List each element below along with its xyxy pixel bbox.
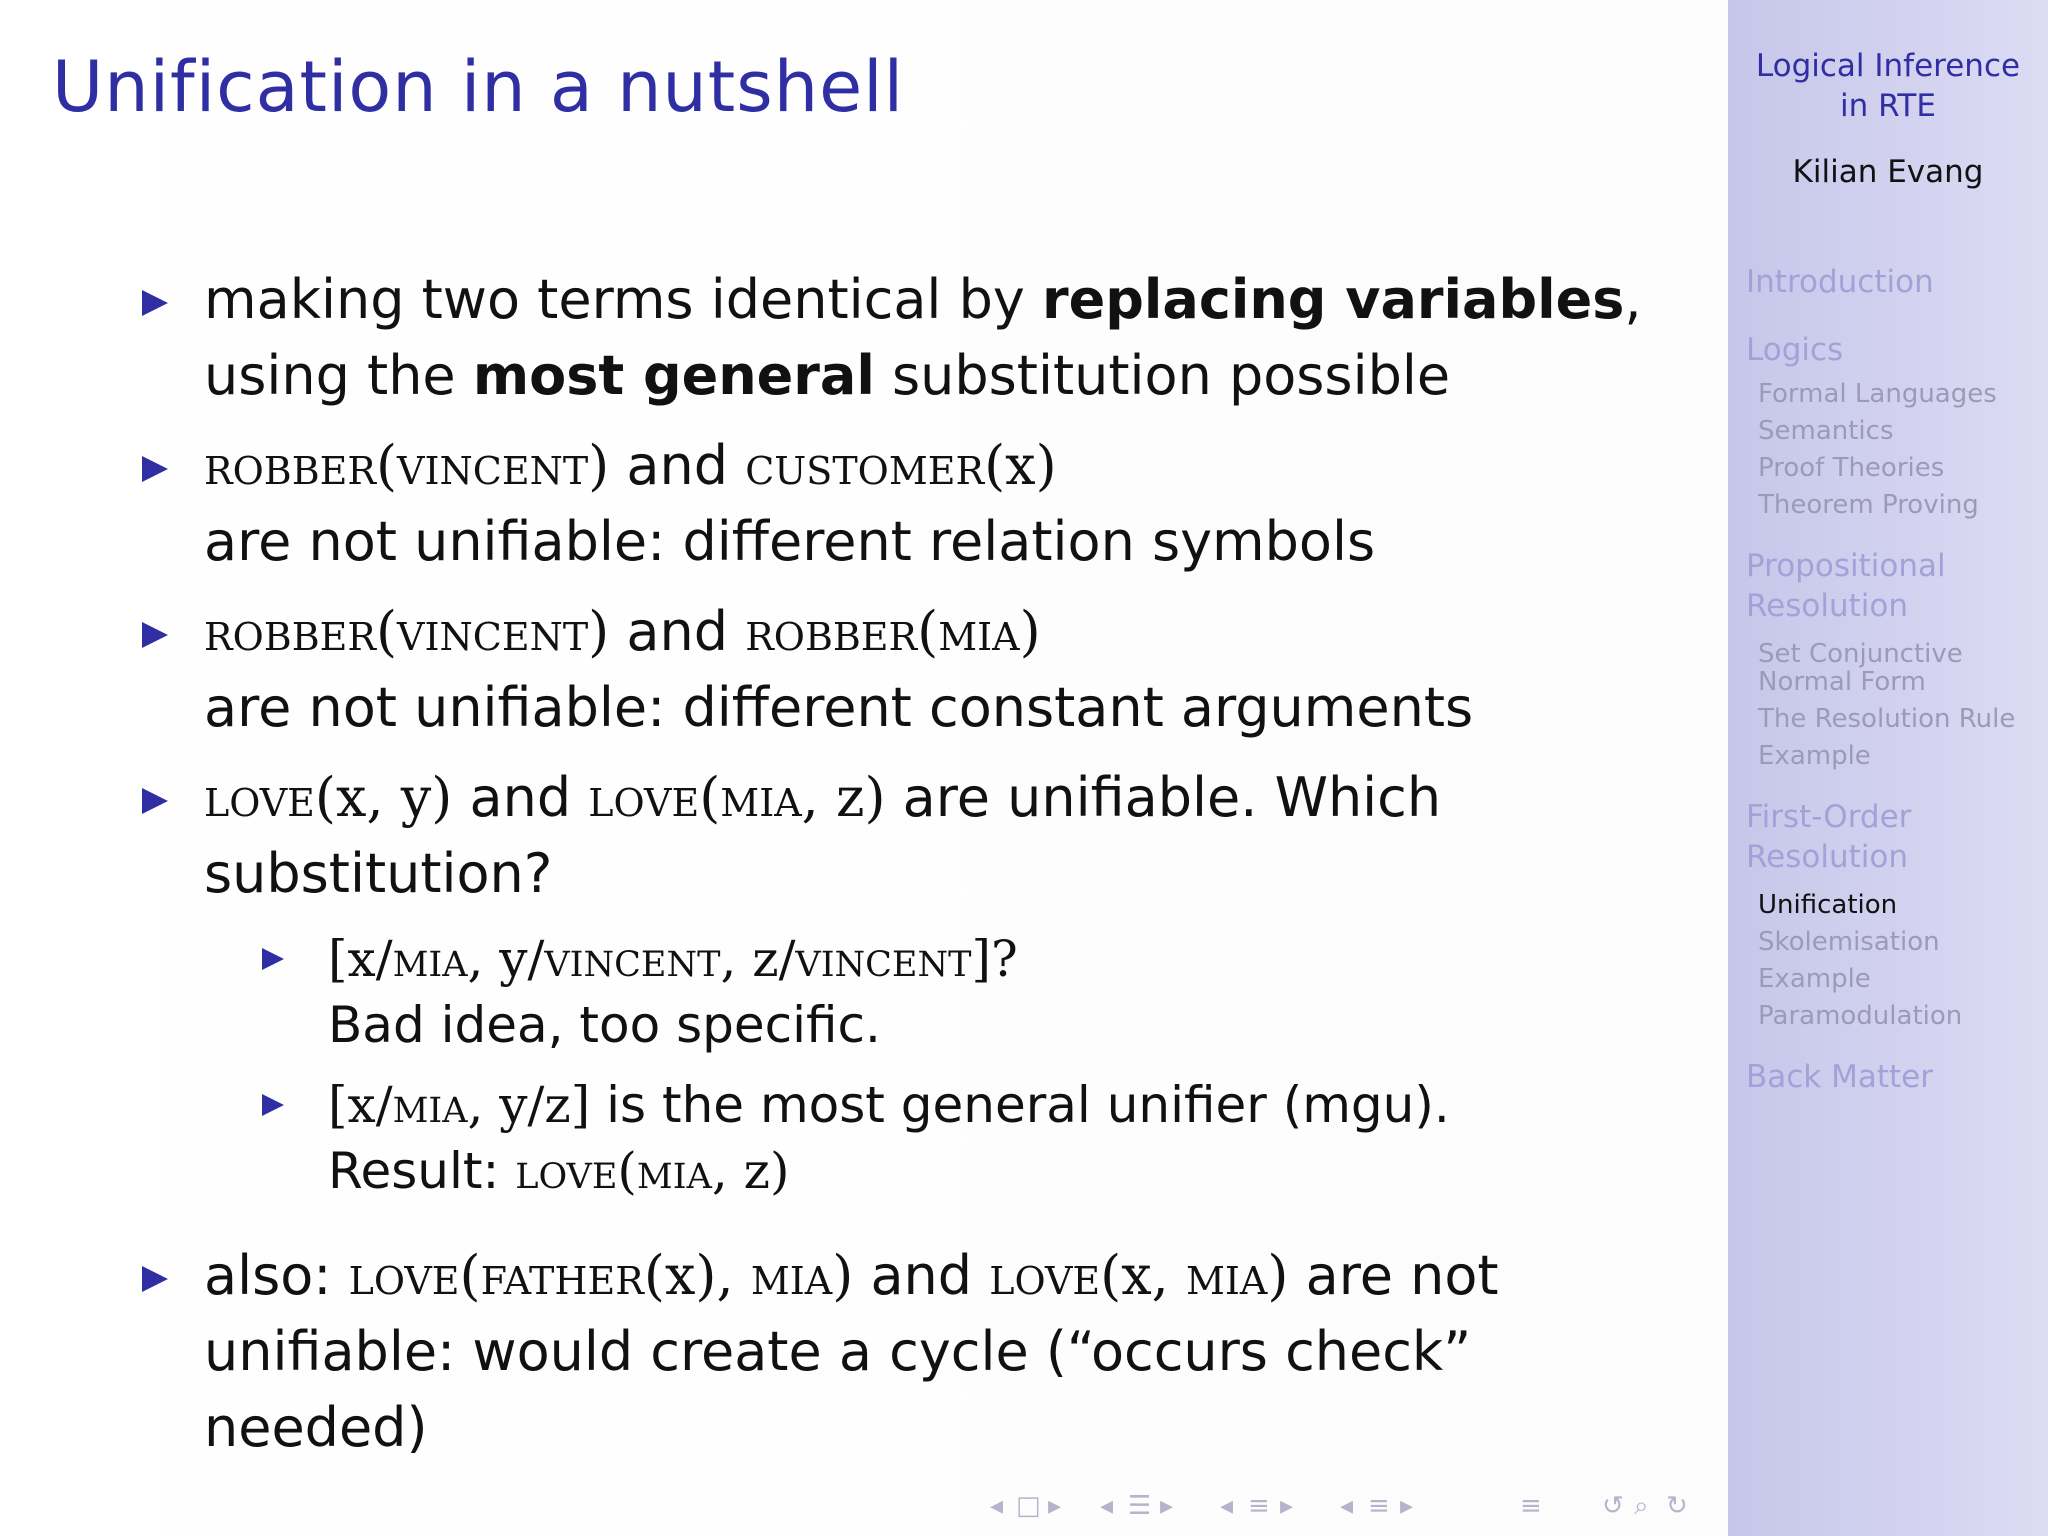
bullet-triangle-icon — [142, 456, 168, 482]
sidebar-section-back-matter[interactable]: Back Matter — [1746, 1059, 1933, 1095]
appendix-icon[interactable]: ≡ — [1520, 1491, 1542, 1521]
bullet-triangle-icon — [142, 622, 168, 648]
sidebar-item-proof-theories[interactable]: Proof Theories — [1758, 453, 1945, 483]
nav-prev-subsection-arrow-icon[interactable]: ◂ — [1100, 1491, 1114, 1521]
nav-next-doc-arrow-icon[interactable]: ▸ — [1400, 1491, 1414, 1521]
redo-icon[interactable]: ↻ — [1666, 1491, 1688, 1521]
nav-next-frame-arrow-icon[interactable]: ▸ — [1048, 1491, 1062, 1521]
presentation-title[interactable]: Logical Inference in RTE — [1755, 48, 2021, 124]
list-item: robber(vincent) and customer(x) are not unifiable: different relation symbols — [138, 428, 1698, 580]
slide-title: Unification in a nutshell — [52, 46, 905, 128]
bullet-triangle-icon — [262, 1094, 284, 1116]
sidebar-item-example-prop[interactable]: Example — [1758, 741, 1871, 771]
list-item: love(x, y) and love(mia, z) are unifiable. Which substitution? [x/mia, y/vincent, z/vincent]? Bad idea, too specific. [x/mia, y/z] is the most general unifier (mgu). Result: love(mia, z) — [138, 760, 1698, 1204]
bullet-triangle-icon — [262, 948, 284, 970]
sidebar-navigation — [1746, 262, 2046, 1107]
nav-prev-frame-arrow-icon[interactable]: ◂ — [990, 1491, 1004, 1521]
sidebar-item-semantics[interactable]: Semantics — [1758, 416, 1894, 446]
sidebar-section-first-order-resolution[interactable]: First-Order Resolution — [1746, 799, 1912, 875]
bullet-triangle-icon — [142, 788, 168, 814]
list-item: robber(vincent) and robber(mia) are not unifiable: different constant arguments — [138, 594, 1698, 746]
sidebar-item-resolution-rule[interactable]: The Resolution Rule — [1758, 704, 2016, 734]
list-item: also: love(father(x), mia) and love(x, mia) are not unifiable: would create a cycle (“occurs check” needed) — [138, 1238, 1698, 1466]
search-icon[interactable]: ⌕ — [1634, 1491, 1649, 1521]
list-item: making two terms identical by replacing variables, using the most general substitution possible — [138, 262, 1698, 414]
nav-prev-doc-arrow-icon[interactable]: ◂ — [1340, 1491, 1354, 1521]
sidebar-section-introduction[interactable]: Introduction — [1746, 264, 1934, 300]
sidebar-item-set-conjunctive[interactable]: Set Conjunctive — [1758, 639, 1963, 669]
sidebar-item-example-fo[interactable]: Example — [1758, 964, 1871, 994]
sidebar-section-propositional-resolution[interactable]: Propositional Resolution — [1746, 548, 1946, 624]
sidebar-item-skolemisation[interactable]: Skolemisation — [1758, 927, 1940, 957]
sidebar-section-logics[interactable]: Logics — [1746, 332, 1844, 368]
author-name[interactable]: Kilian Evang — [1792, 154, 1984, 190]
sidebar-item-normal-form[interactable]: Normal Form — [1758, 667, 1926, 697]
sidebar — [1728, 0, 2048, 1536]
bullet-list — [138, 262, 1698, 1466]
sidebar-item-unification[interactable]: Unification — [1758, 890, 1898, 920]
sidebar-item-theorem-proving[interactable]: Theorem Proving — [1758, 490, 1979, 520]
subsection-icon[interactable]: ☰ — [1128, 1491, 1152, 1521]
sub-list-item: [x/mia, y/z] is the most general unifier (mgu). Result: love(mia, z) — [262, 1072, 1698, 1204]
document-section-icon[interactable]: ≡ — [1368, 1491, 1390, 1521]
frame-icon[interactable]: □ — [1016, 1491, 1041, 1521]
bullet-triangle-icon — [142, 290, 168, 316]
section-icon[interactable]: ≡ — [1248, 1491, 1270, 1521]
sidebar-item-paramodulation[interactable]: Paramodulation — [1758, 1001, 1963, 1031]
nav-next-section-arrow-icon[interactable]: ▸ — [1280, 1491, 1294, 1521]
sub-list-item: [x/mia, y/vincent, z/vincent]? Bad idea, too specific. — [262, 926, 1698, 1058]
nav-next-subsection-arrow-icon[interactable]: ▸ — [1160, 1491, 1174, 1521]
sidebar-item-formal-languages[interactable]: Formal Languages — [1758, 379, 1997, 409]
undo-icon[interactable]: ↺ — [1602, 1491, 1624, 1521]
bullet-triangle-icon — [142, 1266, 168, 1292]
nav-prev-section-arrow-icon[interactable]: ◂ — [1220, 1491, 1234, 1521]
